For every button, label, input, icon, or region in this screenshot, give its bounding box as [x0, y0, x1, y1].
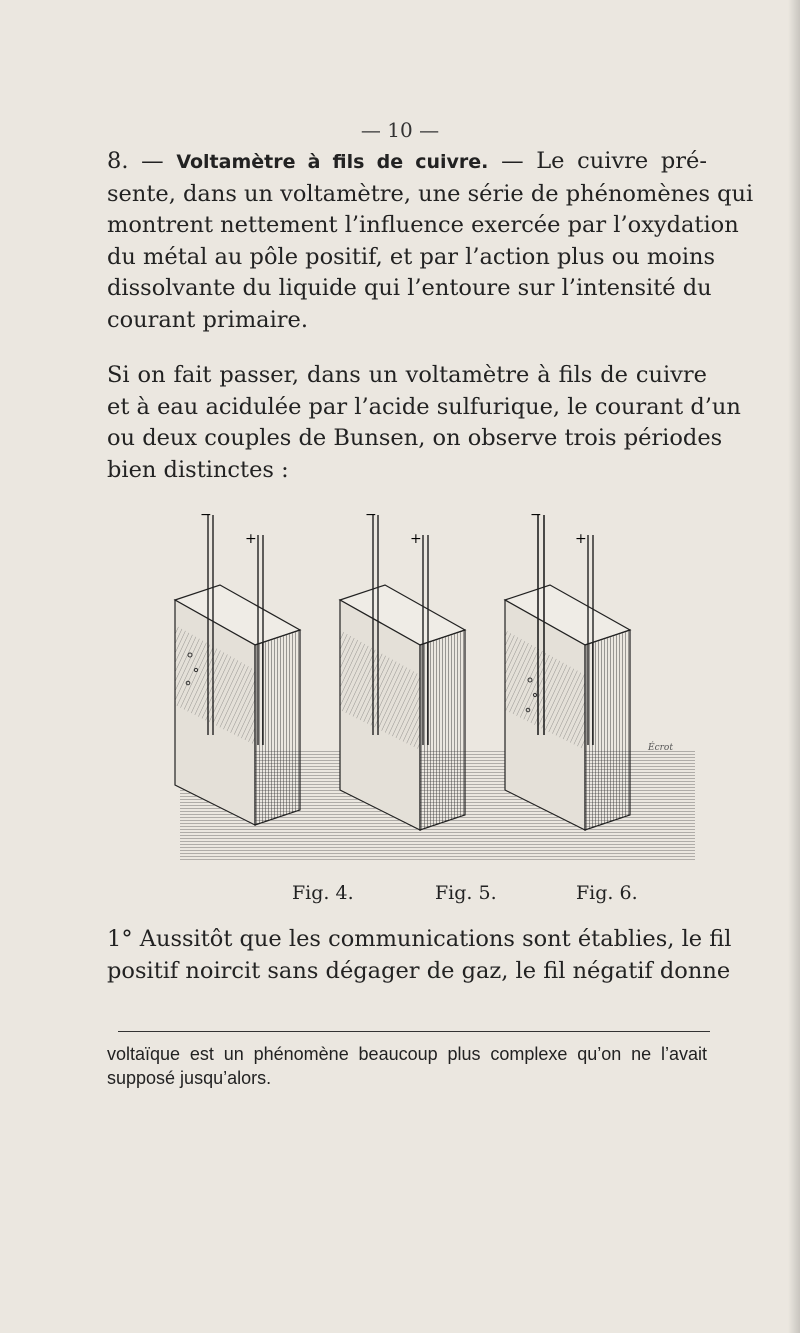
minus-label-fig-4: − [200, 507, 212, 523]
page-number: — 10 — [360, 118, 440, 142]
engraver-signature: Écrot [648, 743, 673, 753]
text-line: courant primaire. [107, 306, 309, 333]
page-edge-shadow [788, 0, 800, 1333]
section-8-paragraph [107, 146, 754, 337]
footnote-line: voltaïque est un phénomène beaucoup plus complexe qu’on ne l’avait [107, 1044, 707, 1064]
text-line: dissolvante du liquide qui l’entoure sur l’intensité du [107, 275, 712, 302]
caption-fig-4: Fig. 4. [292, 882, 354, 904]
footnote-rule [118, 1031, 710, 1032]
voltameter-figure [160, 505, 700, 885]
text-line: et à eau acidulée par l’acide sulfurique, le courant d’un [107, 393, 741, 420]
footnote-line: supposé jusqu’alors. [107, 1068, 272, 1088]
text-line: montrent nettement l’influence exercée par l’oxydation [107, 212, 739, 239]
section-number: 8. — [107, 148, 164, 174]
footnote [107, 1042, 707, 1090]
text-line: ou deux couples de Bunsen, on observe trois périodes [107, 425, 723, 452]
section-heading-line [107, 146, 707, 179]
bunsen-paragraph [107, 360, 741, 486]
minus-label-fig-6: − [530, 507, 542, 523]
first-period-paragraph [107, 924, 732, 987]
text-line: Si on fait passer, dans un voltamètre à fils de cuivre [107, 362, 707, 388]
caption-fig-5: Fig. 5. [435, 882, 497, 904]
text-line: sente, dans un voltamètre, une série de phénomènes qui [107, 180, 754, 207]
text-line: 1° Aussitôt que les communications sont établies, le fil [107, 926, 732, 952]
minus-label-fig-5: − [365, 507, 377, 523]
section-title: Voltamètre à fils de cuivre. [176, 151, 489, 173]
text-line: bien distinctes : [107, 456, 289, 483]
voltameter-illustration [160, 505, 700, 885]
vessel-fig-5 [340, 515, 465, 830]
vessel-fig-4 [175, 515, 300, 825]
section-title-dash: — [501, 148, 524, 174]
plus-label-fig-5: + [410, 531, 422, 547]
plus-label-fig-4: + [245, 531, 257, 547]
text-line: positif noircit sans dégager de gaz, le fil négatif donne [107, 957, 731, 984]
caption-fig-6: Fig. 6. [576, 882, 638, 904]
section-first-line-text: Le cuivre pré- [536, 148, 707, 174]
text-line: du métal au pôle positif, et par l’action plus ou moins [107, 243, 716, 270]
figure-captions [0, 882, 800, 912]
vessel-fig-6 [505, 515, 630, 830]
plus-label-fig-6: + [575, 531, 587, 547]
